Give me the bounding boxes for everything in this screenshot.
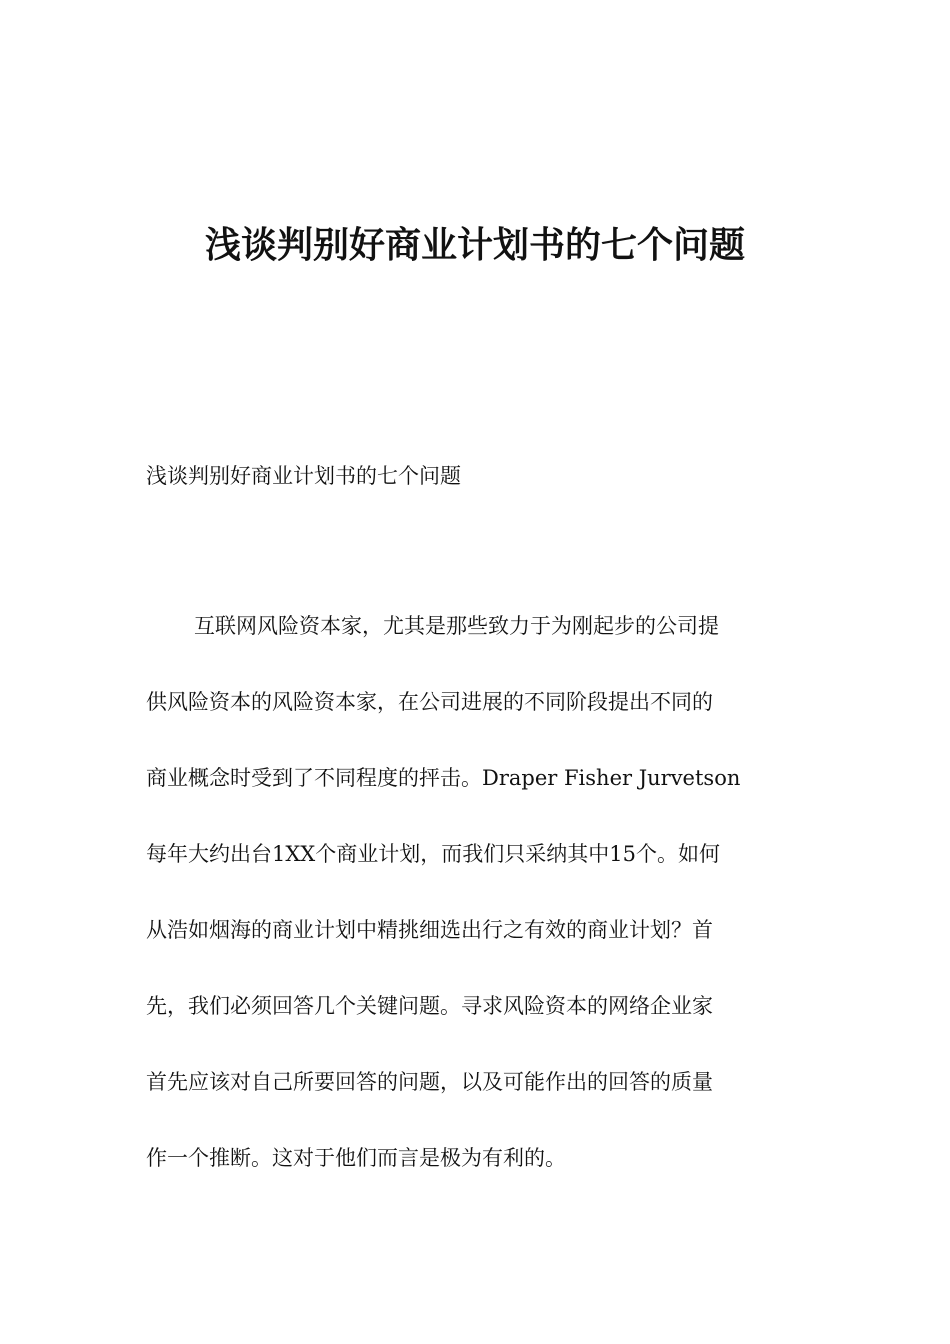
paragraph-line-4: 每年大约出台1XX个商业计划，而我们只采纳其中15个。如何 [146,842,720,866]
paragraph-line-2: 供风险资本的风险资本家，在公司进展的不同阶段提出不同的 [146,690,713,714]
paragraph-line-5: 从浩如烟海的商业计划中精挑细选出行之有效的商业计划？首 [146,918,713,942]
paragraph-line-7: 首先应该对自己所要回答的问题，以及可能作出的回答的质量 [146,1070,713,1094]
paragraph-line-3: 商业概念时受到了不同程度的抨击。Draper Fisher Jurvetson [146,766,741,790]
body-paragraph [146,608,816,1216]
document-subtitle: 浅谈判别好商业计划书的七个问题 [146,464,461,488]
paragraph-line-1: 互联网风险资本家，尤其是那些致力于为刚起步的公司提 [194,614,719,638]
document-title: 浅谈判别好商业计划书的七个问题 [204,225,745,266]
paragraph-line-6: 先，我们必须回答几个关键问题。寻求风险资本的网络企业家 [146,994,713,1018]
paragraph-line-8: 作一个推断。这对于他们而言是极为有利的。 [146,1146,566,1170]
